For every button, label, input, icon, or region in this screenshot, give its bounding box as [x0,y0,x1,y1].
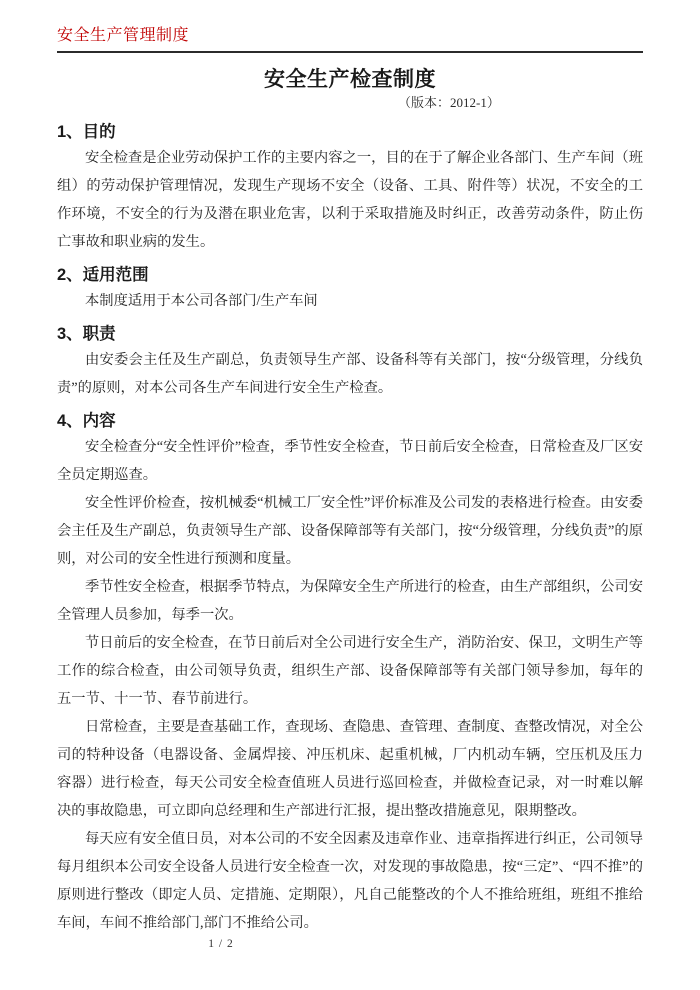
paragraph: 安全检查是企业劳动保护工作的主要内容之一，目的在于了解企业各部门、生产车间（班组）的劳动保护管理情况，发现生产现场不安全（设备、工具、附件等）状况，不安全的工作环境，不安全的行为及潜在职业危害，以利于采取措施及时纠正，改善劳动条件，防止伤亡事故和职业病的发生。 [57,150,643,250]
paragraph: 安全性评价检查，按机械委“机械工厂安全性”评价标准及公司发的表格进行检查。由安委会主任及生产副总，负责领导生产部、设备保障部等有关部门，按“分级管理，分线负责”的原则，对公司的安全性进行预测和度量。 [57,495,643,567]
page-number: 1 / 2 [208,938,234,950]
section-heading-scope: 2、适用范围 [57,266,149,284]
paragraph: 本制度适用于本公司各部门/生产车间 [85,293,318,309]
document-content [57,26,643,937]
document-category-header: 安全生产管理制度 [57,27,190,44]
section-heading-responsibility: 3、职责 [57,325,116,343]
paragraph: 季节性安全检查，根据季节特点，为保障安全生产所进行的检查，由生产部组织，公司安全管理人员参加，每季一次。 [57,579,643,623]
section-heading-purpose: 1、目的 [57,123,116,141]
paragraph: 安全检查分“安全性评价”检查，季节性安全检查，节日前后安全检查，日常检查及厂区安全员定期巡查。 [57,439,643,483]
section-heading-content: 4、内容 [57,412,116,430]
paragraph: 由安委会主任及生产副总，负责领导生产部、设备科等有关部门，按“分级管理，分线负责”的原则，对本公司各生产车间进行安全生产检查。 [57,352,643,396]
version-label: （版本：2012-1） [398,95,500,110]
paragraph: 节日前后的安全检查，在节日前后对全公司进行安全生产，消防治安、保卫，文明生产等工作的综合检查，由公司领导负责，组织生产部、设备保障部等有关部门领导参加，每年的五一节、十一节、春节前进行。 [57,635,643,707]
document-title: 安全生产检查制度 [264,68,436,91]
paragraph: 每天应有安全值日员，对本公司的不安全因素及违章作业、违章指挥进行纠正，公司领导每月组织本公司安全设备人员进行安全检查一次，对发现的事故隐患，按“三定”、“四不推”的原则进行整改（即定人员、定措施、定期限），凡自己能整改的个人不推给班组，班组不推给车间，车间不推给部门,部门不推给公司。 [57,831,643,931]
header-rule [57,51,643,53]
paragraph: 日常检查，主要是查基础工作，查现场、查隐患、查管理、查制度、查整改情况，对全公司的特种设备（电器设备、金属焊接、冲压机床、起重机械，厂内机动车辆，空压机及压力容器）进行检查，每天公司安全检查值班人员进行巡回检查，并做检查记录，对一时难以解决的事故隐患，可立即向总经理和生产部进行汇报，提出整改措施意见，限期整改。 [57,719,643,819]
